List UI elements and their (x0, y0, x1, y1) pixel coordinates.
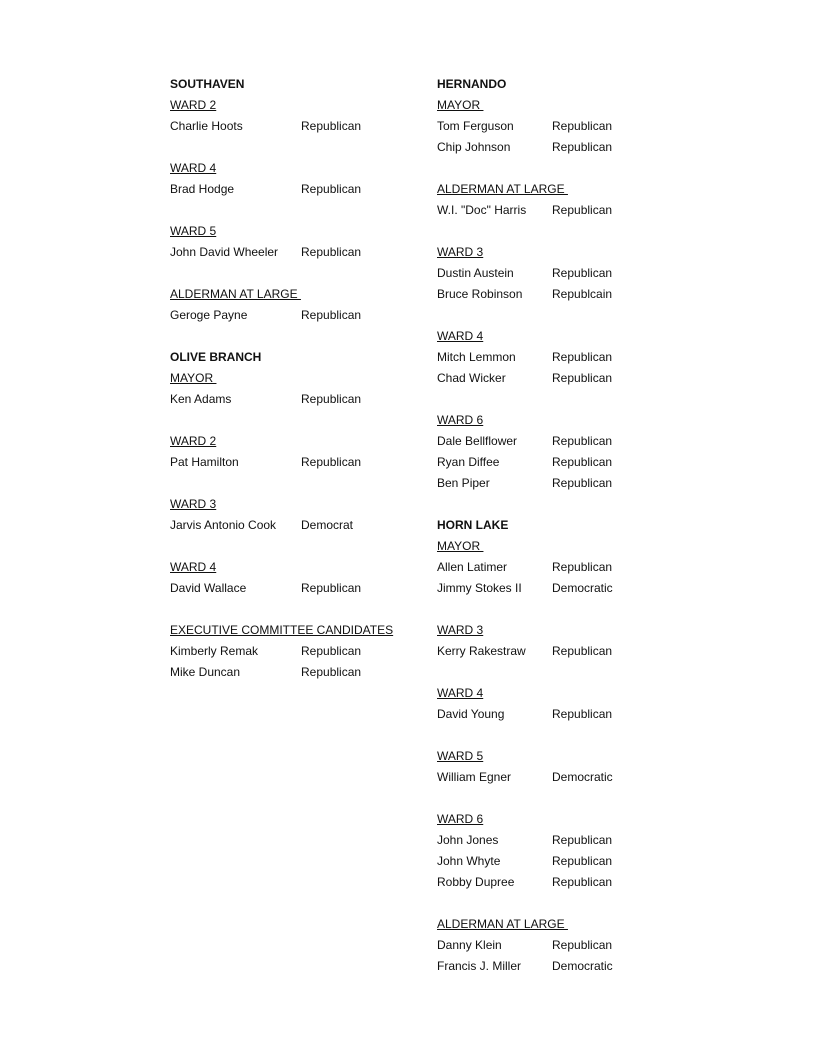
candidate-party: Republican (552, 707, 613, 721)
candidate-row (170, 641, 420, 662)
candidate-row (437, 935, 657, 956)
candidate-party: Republican (552, 434, 613, 448)
candidate-name: Geroge Payne (170, 308, 248, 322)
blank-line (437, 788, 657, 809)
candidate-party: Republican (552, 350, 613, 364)
city-heading: SOUTHAVEN (170, 77, 245, 91)
candidate-row (170, 452, 420, 473)
candidate-row (437, 641, 657, 662)
office-heading: MAYOR (170, 371, 217, 385)
candidate-row (437, 284, 657, 305)
candidate-party: Republican (552, 119, 613, 133)
office-heading: ALDERMAN AT LARGE (437, 917, 568, 931)
candidate-party: Republican (301, 581, 362, 595)
right-column (437, 74, 657, 977)
office-heading: WARD 4 (437, 329, 484, 343)
blank-line (170, 473, 420, 494)
candidate-row (437, 704, 657, 725)
candidate-name: John Jones (437, 833, 499, 847)
candidate-party: Republican (552, 476, 613, 490)
candidate-name: Dustin Austein (437, 266, 514, 280)
candidate-party: Democratic (552, 581, 613, 595)
candidate-row (170, 389, 420, 410)
blank-line (437, 221, 657, 242)
blank-line (170, 326, 420, 347)
candidate-row (170, 578, 420, 599)
blank-line (170, 410, 420, 431)
candidate-name: Tom Ferguson (437, 119, 514, 133)
candidate-name: Ken Adams (170, 392, 232, 406)
candidate-party: Republican (552, 371, 613, 385)
candidate-name: Pat Hamilton (170, 455, 239, 469)
candidate-row (437, 200, 657, 221)
blank-line (170, 137, 420, 158)
candidate-party: Democrat (301, 518, 354, 532)
candidate-party: Republcain (552, 287, 613, 301)
blank-line (437, 662, 657, 683)
candidate-name: John David Wheeler (170, 245, 279, 259)
office-heading: WARD 2 (170, 434, 217, 448)
candidate-row (170, 179, 420, 200)
office-heading: WARD 4 (170, 560, 217, 574)
candidate-row (437, 872, 657, 893)
candidate-row (437, 116, 657, 137)
candidate-row (437, 263, 657, 284)
candidate-row (437, 473, 657, 494)
candidate-row (437, 347, 657, 368)
office-heading: EXECUTIVE COMMITTEE CANDIDATES (170, 623, 394, 637)
candidate-name: Francis J. Miller (437, 959, 522, 973)
candidate-name: Kerry Rakestraw (437, 644, 526, 658)
candidate-party: Democratic (552, 959, 613, 973)
city-heading: OLIVE BRANCH (170, 350, 262, 364)
candidate-name: Brad Hodge (170, 182, 235, 196)
candidate-name: Dale Bellflower (437, 434, 518, 448)
candidate-party: Republican (301, 392, 362, 406)
candidate-row (437, 137, 657, 158)
candidate-party: Republican (301, 665, 362, 679)
office-heading: WARD 6 (437, 413, 484, 427)
candidate-party: Republican (552, 938, 613, 952)
blank-line (170, 536, 420, 557)
office-heading: WARD 5 (437, 749, 484, 763)
office-heading: WARD 6 (437, 812, 484, 826)
blank-line (437, 158, 657, 179)
candidate-row (437, 578, 657, 599)
candidate-name: Robby Dupree (437, 875, 515, 889)
candidate-party: Republican (301, 182, 362, 196)
city-heading: HERNANDO (437, 77, 507, 91)
candidate-name: Jarvis Antonio Cook (170, 518, 277, 532)
candidate-row (170, 116, 420, 137)
candidate-row (170, 242, 420, 263)
candidate-name: Chip Johnson (437, 140, 511, 154)
office-heading: MAYOR (437, 98, 484, 112)
candidate-name: Bruce Robinson (437, 287, 523, 301)
candidate-name: John Whyte (437, 854, 501, 868)
candidate-party: Republican (552, 833, 613, 847)
candidate-party: Republican (301, 119, 362, 133)
candidate-name: Kimberly Remak (170, 644, 259, 658)
candidate-party: Republican (552, 644, 613, 658)
candidate-party: Republican (552, 854, 613, 868)
candidate-name: Danny Klein (437, 938, 502, 952)
candidate-name: Charlie Hoots (170, 119, 243, 133)
candidate-name: Mitch Lemmon (437, 350, 516, 364)
candidate-row (437, 830, 657, 851)
office-heading: WARD 2 (170, 98, 217, 112)
candidate-row (170, 515, 420, 536)
office-heading: WARD 5 (170, 224, 217, 238)
candidate-party: Republican (552, 560, 613, 574)
blank-line (437, 599, 657, 620)
candidate-party: Republican (301, 644, 362, 658)
candidate-row (437, 368, 657, 389)
office-heading: ALDERMAN AT LARGE (437, 182, 568, 196)
candidate-name: Ryan Diffee (437, 455, 500, 469)
blank-line (170, 200, 420, 221)
blank-line (170, 263, 420, 284)
office-heading: ALDERMAN AT LARGE (170, 287, 301, 301)
candidate-name: Allen Latimer (437, 560, 508, 574)
blank-line (437, 389, 657, 410)
office-heading: MAYOR (437, 539, 484, 553)
candidate-row (437, 956, 657, 977)
candidate-name: Jimmy Stokes II (437, 581, 522, 595)
blank-line (437, 494, 657, 515)
office-heading: WARD 3 (437, 245, 484, 259)
office-heading: WARD 3 (170, 497, 217, 511)
left-column (170, 74, 420, 683)
candidate-row (437, 431, 657, 452)
candidate-row (170, 662, 420, 683)
office-heading: WARD 4 (170, 161, 217, 175)
candidate-row (437, 557, 657, 578)
candidate-party: Republican (552, 455, 613, 469)
blank-line (170, 599, 420, 620)
candidate-name: W.I. "Doc" Harris (437, 203, 527, 217)
candidate-name: David Wallace (170, 581, 247, 595)
candidate-party: Republican (552, 875, 613, 889)
candidate-party: Republican (301, 245, 362, 259)
candidate-name: Chad Wicker (437, 371, 506, 385)
candidate-name: Mike Duncan (170, 665, 241, 679)
candidate-name: David Young (437, 707, 505, 721)
candidate-party: Republican (552, 140, 613, 154)
blank-line (437, 305, 657, 326)
office-heading: WARD 4 (437, 686, 484, 700)
candidate-party: Republican (301, 455, 362, 469)
candidate-row (170, 305, 420, 326)
candidate-party: Republican (552, 266, 613, 280)
candidate-row (437, 767, 657, 788)
candidate-row (437, 452, 657, 473)
candidate-party: Republican (552, 203, 613, 217)
blank-line (437, 725, 657, 746)
blank-line (437, 893, 657, 914)
candidate-party: Democratic (552, 770, 613, 784)
candidate-party: Republican (301, 308, 362, 322)
office-heading: WARD 3 (437, 623, 484, 637)
candidate-row (437, 851, 657, 872)
candidate-name: William Egner (437, 770, 512, 784)
city-heading: HORN LAKE (437, 518, 509, 532)
candidate-name: Ben Piper (437, 476, 490, 490)
